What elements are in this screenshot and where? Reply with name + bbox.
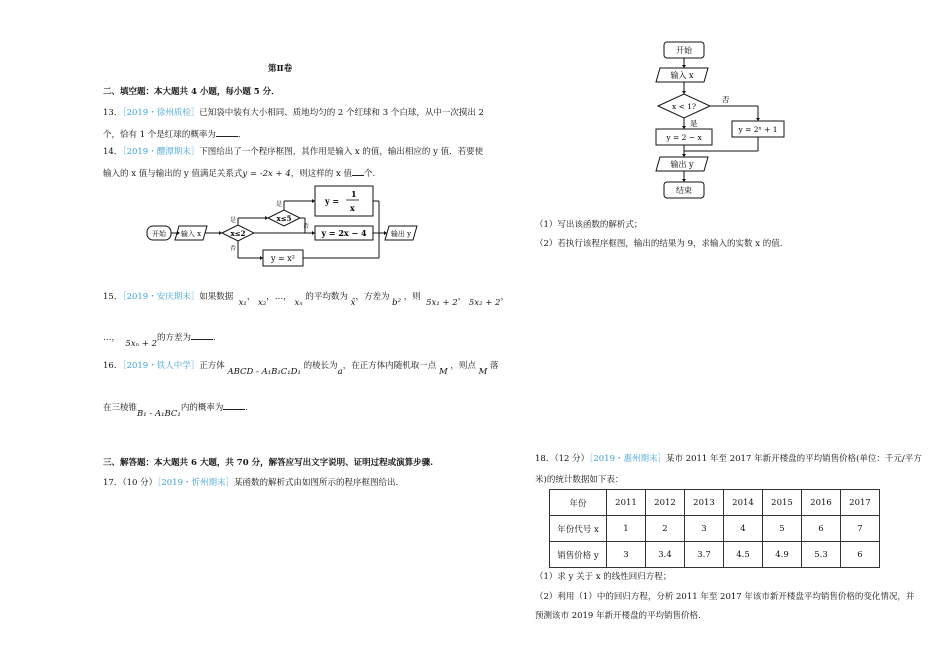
q16-pyramid: B₁ - A₁BC₁ [137,409,181,419]
table-cell: 2017 [841,490,880,516]
table-cell: 6 [841,542,880,568]
q13-line2: 个，恰有 1 个是红球的概率为 . [103,127,241,140]
q17-number: 17． [103,478,123,488]
q16-line1 [103,359,499,377]
q16-edge: a [337,367,343,377]
table-cell: 2014 [724,490,763,516]
q14-top-box-den: x [350,203,355,213]
q13-answer-blank[interactable] [216,127,238,137]
table-cell: 5 [763,516,802,542]
q14-answer-blank[interactable] [352,166,364,176]
q15-line2: …， 5xₙ + 2的方差为 . [103,330,216,343]
q16-text7: 内的概率为 [180,403,224,413]
table-cell: 3 [685,516,724,542]
q14-mid-box-label: y = 2x − 4 [321,228,367,238]
q18-sub2-line2: 预测该市 2019 年新开楼盘的平均销售价格. [535,611,701,621]
q16-number: 16． [103,361,123,371]
table-cell: 7 [841,516,880,542]
q18-sub2-line1: （2）利用（1）中的回归方程，分析 2011 年至 2017 年该市新开楼盘平均销售价格的变化情况，并 [535,592,915,602]
q15-xn: xₙ [294,298,303,308]
q16-text1: 正方体 [199,361,225,371]
q17-score: （10 分） [122,478,158,488]
q14-yes-label-1: 是 [230,217,237,224]
q13-source-tag: ［2019・徐州质检］ [122,108,200,118]
q18-stat-table [549,489,880,568]
q15-dots: ，…， [266,292,292,302]
table-cell: 2015 [763,490,802,516]
q14-start-label: 开始 [152,230,166,238]
q13-text2: 个，恰有 1 个是红球的概率为 [103,130,216,140]
q14-top-box-num: 1 [351,189,357,199]
q14-source-tag: ［2019・醴潭期末］ [122,147,200,157]
q14-cond1-label: x≤2 [230,229,246,238]
q15-variance: b² [392,298,402,308]
table-cell: 3 [607,542,646,568]
table-row [550,516,880,542]
q15-text2: 的平均数为 [305,292,348,302]
q14-box-reciprocal [315,186,373,216]
q14-no-label-2: 否 [303,223,310,230]
table-cell: 2 [646,516,685,542]
q16-point2: M [478,367,488,377]
q14-line1 [103,145,483,157]
q16-source-tag: ［2019・铁人中学］ [122,361,200,371]
table-row-header-year: 年份 [550,490,607,516]
q14-cond2-label: x≤5 [276,214,292,223]
table-cell: 2013 [685,490,724,516]
q18-line1 [535,452,922,464]
q15-x1: x₁ [238,298,247,308]
q15-expr2: 5x₂ + 2 [468,298,501,308]
q17-cond-label: x < 1? [671,102,697,111]
q15-answer-blank[interactable] [191,330,213,340]
q17-text: 某函数的解析式由如图所示的程序框图给出. [234,478,399,488]
q15-text1: 如果数据 [199,292,234,302]
q14-text: 下图给出了一个程序框图，其作用是输入 x 的值，输出相应的 y 值．若要使 [199,147,484,157]
q18-number: 18． [535,454,555,464]
q16-text6: 在三棱锥 [103,403,138,413]
q17-output-label: 输出 y [670,160,694,169]
q17-start-label: 开始 [676,46,692,55]
q16-line2: 在三棱锥B₁ - A₁BC₁内的概率为 . [103,400,248,413]
table-row [550,490,880,516]
table-cell: 2011 [607,490,646,516]
table-cell: 6 [802,516,841,542]
q15-expr-n: 5xₙ + 2 [125,339,158,349]
table-cell: 3.4 [646,542,685,568]
q16-cube: ABCD - A₁B₁C₁D₁ [227,367,301,377]
table-cell: 2012 [646,490,685,516]
q15-text3: ，方差为 [355,292,390,302]
q17-line1 [103,476,398,488]
part2-heading: 二、填空题：本大题共 4 小题，每小题 5 分． [103,87,280,97]
q17-yes-label: 是 [690,119,698,128]
q14-yes-label-2: 是 [276,201,283,208]
q14-text2: 输入的 x 值与输出的 y 值满足关系式 [103,169,243,179]
table-cell: 2016 [802,490,841,516]
q13-line1 [103,106,484,118]
q15-number: 15． [103,292,123,302]
q14-line2 [103,166,375,179]
q13-number: 13． [103,108,123,118]
table-cell: 5.3 [802,542,841,568]
q17-end-label: 结束 [676,186,692,195]
q14-low-box-label: y = x² [270,254,296,263]
q15-x2: x₂ [258,298,267,308]
table-cell: 4 [724,516,763,542]
q14-flowchart [145,182,425,272]
q16-point: M [438,367,448,377]
q17-no-label: 否 [722,95,730,104]
q15-line1: 15．［2019・安庆期末］如果数据 x₁， x₂，…， xₙ 的平均数为 x̄，方差为 b² ，则 5x₁ + 2， 5x₂ + 2， [103,292,509,308]
q14-text4: 个. [363,169,376,179]
q15-source-tag: ［2019・安庆期末］ [122,292,200,302]
q17-source-tag: ［2019・忻州期末］ [157,478,234,488]
table-row [550,542,880,568]
q15-text4: ，则 [403,292,421,302]
section-title: 第Ⅱ卷 [268,64,293,74]
q15-cont: …， [103,333,121,343]
table-cell: 3.7 [685,542,724,568]
q14-formula: y = -2x + 4 [242,169,291,179]
table-cell: 4.9 [763,542,802,568]
q16-text3: ，在正方体内随机取一点 [342,361,437,371]
q18-line2: 米)的统计数据如下表： [535,475,624,485]
q16-text2: 的棱长为 [303,361,338,371]
q17-right-box-label: y = 2ˣ + 1 [738,125,778,134]
part3-heading: 三、解答题：本大题共 6 大题，共 70 分，解答应写出文字说明、证明过程或演算步骤. [103,458,434,468]
q15-mean: x̄ [350,298,356,308]
q18-text1: 某市 2011 年至 2017 年新开楼盘的平均销售价格(单位：千元/平方 [666,454,922,464]
q16-answer-blank[interactable] [223,400,245,410]
q17-input-label: 输入 x [670,71,694,80]
table-row-header-price: 销售价格 y [550,542,607,568]
q14-output-label: 输出 y [390,230,412,238]
q15-text5: 的方差为 [157,333,192,343]
q14-number: 14． [103,147,123,157]
q13-text: 已知袋中装有大小相同、质地均匀的 2 个红球和 3 个白球，从中一次摸出 2 [199,108,484,118]
table-cell: 4.5 [724,542,763,568]
q14-input-label: 输入 x [180,230,202,238]
q18-source-tag: ［2019・惠州期末］ [589,454,666,464]
q16-text5: 落 [490,361,499,371]
table-row-header-code: 年份代号 x [550,516,607,542]
q14-no-label-1: 否 [230,245,237,252]
q14-top-box-prefix: y = [325,196,340,206]
q17-left-box-label: y = 2 − x [666,133,702,142]
q16-text4: ，则点 [450,361,476,371]
q14-text3: ，则这样的 x 值 [290,169,352,179]
q15-expr1: 5x₁ + 2 [426,298,458,308]
q18-sub1: （1）求 y 关于 x 的线性回归方程； [535,572,672,582]
q17-sub1: （1）写出该函数的解析式； [535,220,643,230]
q17-sub2: （2）若执行该程序框图，输出的结果为 9，求输入的实数 x 的值. [535,239,783,249]
table-cell: 1 [607,516,646,542]
q17-flowchart [650,40,790,200]
q18-score: （12 分） [554,454,590,464]
